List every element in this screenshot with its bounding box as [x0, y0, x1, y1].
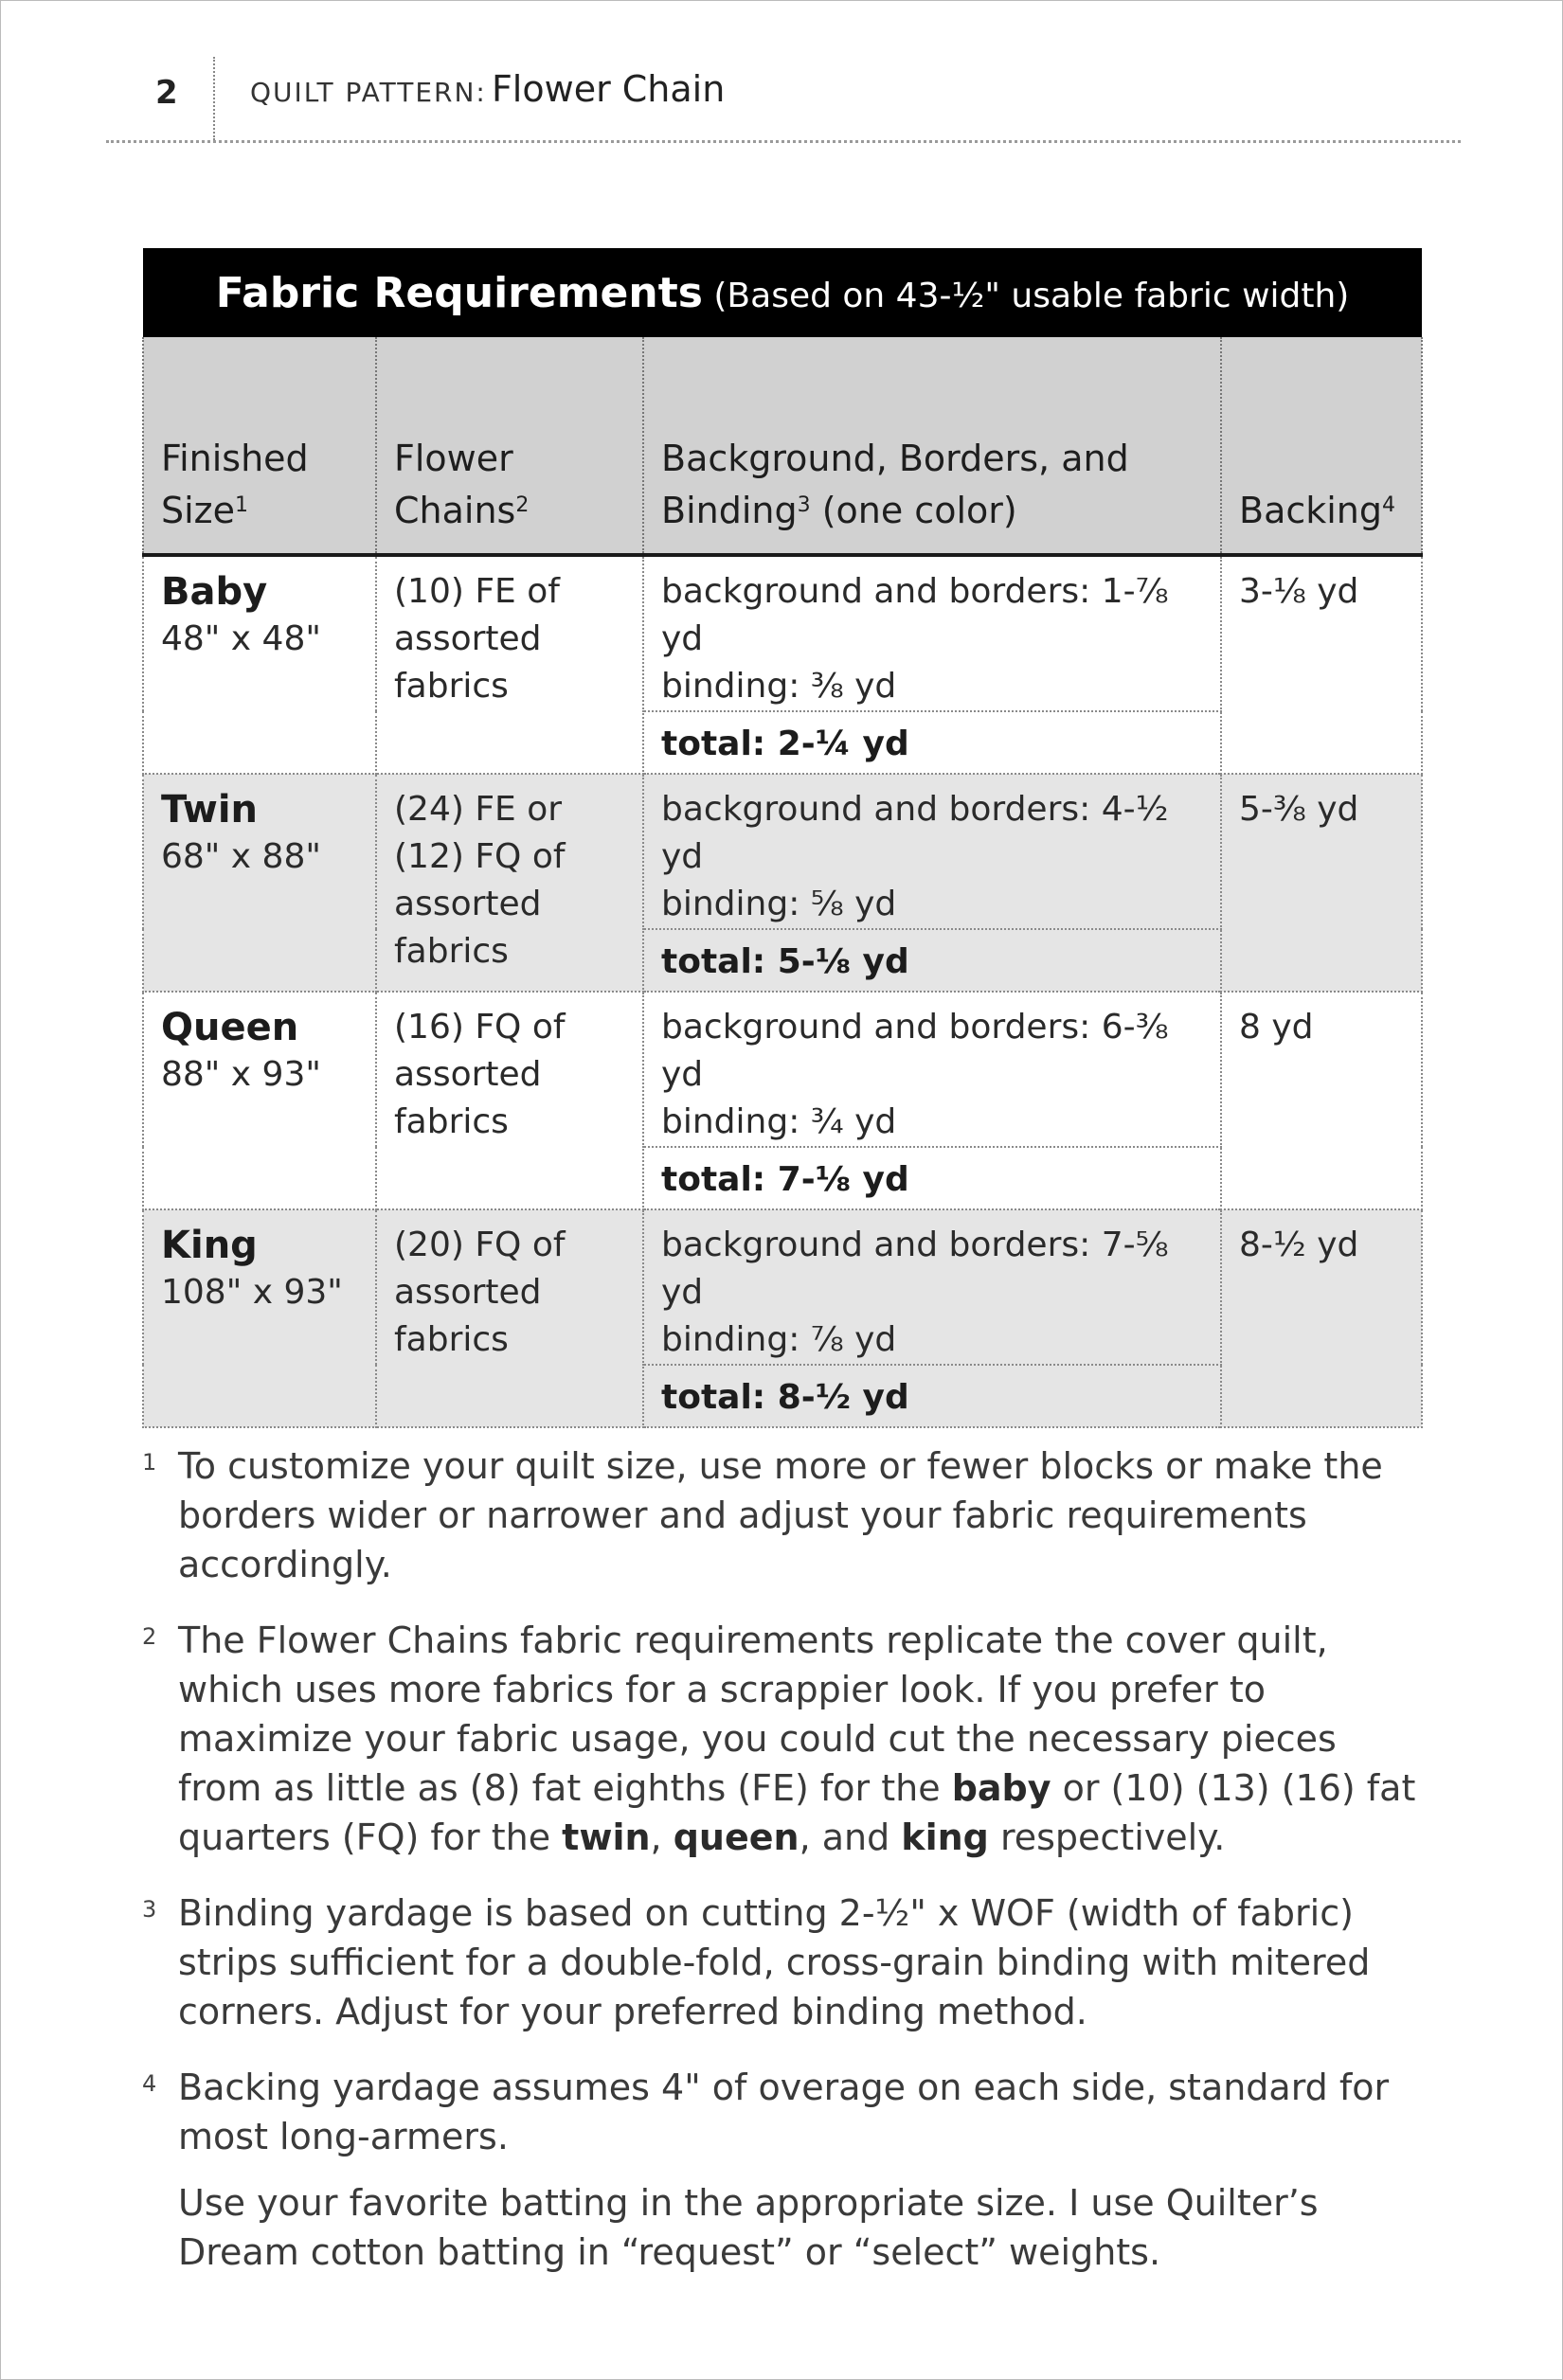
footnotes [142, 1441, 1430, 2303]
footnote-1 [142, 1441, 1430, 1589]
footnote-mark: 4 [142, 2070, 157, 2097]
footnote-ref: 2 [515, 493, 530, 517]
background-borders: background and borders: 7-⅝ yd [661, 1226, 1169, 1312]
footnote-4 [142, 2063, 1430, 2161]
footnote-text: To customize your quilt size, use more or fewer blocks or make the borders wider or narrower and adjust your fabric requirements accordingly. [178, 1445, 1383, 1585]
chains-line: fabrics [394, 932, 509, 971]
header-rule [106, 140, 1461, 143]
table-row-queen [143, 992, 1422, 1147]
size-ref-twin: twin [562, 1816, 651, 1858]
chains-line: (12) FQ of [394, 837, 566, 876]
size-ref-baby: baby [951, 1767, 1051, 1809]
size-dims: 88" x 93" [161, 1055, 321, 1094]
chains-line: (10) FE of [394, 572, 560, 611]
footnote-mark: 2 [142, 1623, 157, 1650]
total-cell: total: 7-⅛ yd [643, 1147, 1221, 1209]
header-divider [213, 57, 215, 140]
chains-cell [376, 774, 643, 992]
footnote-text: , and [799, 1816, 902, 1858]
size-ref-king: king [901, 1816, 989, 1858]
backing-cell: 8 yd [1221, 992, 1422, 1209]
col-header-background [643, 337, 1221, 555]
chains-cell [376, 555, 643, 774]
backing-cell: 3-⅛ yd [1221, 555, 1422, 774]
col-header-text: Backing [1239, 490, 1383, 531]
footnote-ref: 4 [1382, 493, 1396, 517]
col-header-text: Flower Chains [394, 438, 516, 531]
chains-line: fabrics [394, 667, 509, 706]
background-cell [643, 555, 1221, 711]
footnote-ref: 3 [797, 493, 811, 517]
total-cell: total: 8-½ yd [643, 1365, 1221, 1427]
size-dims: 108" x 93" [161, 1273, 343, 1312]
table-row-baby [143, 555, 1422, 711]
binding: binding: ⅜ yd [661, 667, 897, 706]
size-name: King [161, 1224, 258, 1267]
total-cell: total: 5-⅛ yd [643, 929, 1221, 992]
footnote-text: Binding yardage is based on cutting 2-½" x WOF (width of fabric) strips sufficient for a double-fold, cross-grain binding with mitered corners. Adjust for your preferred binding method. [178, 1892, 1371, 2032]
chains-line: (20) FQ of [394, 1226, 566, 1264]
size-cell [143, 1209, 376, 1427]
col-header-text: Finished Size [161, 438, 309, 531]
table-title [143, 248, 1422, 337]
background-cell [643, 774, 1221, 929]
table-header-row [143, 337, 1422, 555]
footnote-ref: 1 [235, 493, 249, 517]
size-cell [143, 774, 376, 992]
size-name: Baby [161, 570, 268, 614]
footnote-text: or (10) (13) (16) fat quarters (FQ) for the [178, 1767, 1416, 1858]
binding: binding: ¾ yd [661, 1102, 897, 1141]
header-label: QUILT PATTERN: [250, 77, 487, 108]
backing-cell: 5-⅜ yd [1221, 774, 1422, 992]
footnote-mark: 3 [142, 1896, 157, 1923]
background-borders: background and borders: 6-⅜ yd [661, 1008, 1169, 1094]
chains-line: assorted [394, 885, 542, 923]
chains-line: (24) FE or [394, 790, 563, 829]
chains-line: fabrics [394, 1320, 509, 1359]
footnote-text: , [650, 1816, 674, 1858]
footnote-text: respectively. [988, 1816, 1226, 1858]
col-header-suffix: (one color) [810, 490, 1017, 531]
backing-cell: 8-½ yd [1221, 1209, 1422, 1427]
footnote-2 [142, 1616, 1430, 1862]
batting-note [142, 2178, 1430, 2277]
footnote-3 [142, 1888, 1430, 2036]
binding: binding: ⅞ yd [661, 1320, 897, 1359]
col-header-finished-size [143, 337, 376, 555]
chains-line: fabrics [394, 1102, 509, 1141]
footnote-mark: 1 [142, 1449, 157, 1476]
table-row-twin [143, 774, 1422, 929]
background-cell [643, 1209, 1221, 1365]
footnote-text: The Flower Chains fabric requirements replicate the cover quilt, which uses more fabrics for a scrappier look. If you prefer to maximize your fabric usage, you could cut the necessary pieces from as little as (8) fat eighths (FE) for the [178, 1619, 1337, 1809]
table-title-main: Fabric Requirements [215, 268, 703, 317]
chains-line: (16) FQ of [394, 1008, 566, 1047]
total-cell: total: 2-¼ yd [643, 711, 1221, 774]
chains-line: assorted [394, 619, 542, 658]
chains-cell [376, 992, 643, 1209]
col-header-backing [1221, 337, 1422, 555]
size-dims: 68" x 88" [161, 837, 321, 876]
col-header-text: Background, Borders, and Binding [661, 438, 1129, 531]
size-name: Twin [161, 788, 259, 832]
chains-cell [376, 1209, 643, 1427]
binding: binding: ⅝ yd [661, 885, 897, 923]
batting-text: Use your favorite batting in the appropriate size. I use Quilter’s Dream cotton batting in “request” or “select” weights. [178, 2182, 1319, 2273]
fabric-requirements-table [142, 248, 1423, 1428]
size-cell [143, 555, 376, 774]
background-borders: background and borders: 4-½ yd [661, 790, 1169, 876]
table-title-row [143, 248, 1422, 337]
background-cell [643, 992, 1221, 1147]
col-header-flower-chains [376, 337, 643, 555]
footnote-text: Backing yardage assumes 4" of overage on each side, standard for most long-armers. [178, 2067, 1390, 2157]
table-title-note: (Based on 43-½" usable fabric width) [713, 276, 1350, 315]
page-number: 2 [155, 74, 178, 112]
table-row-king [143, 1209, 1422, 1365]
page-header [106, 57, 1461, 140]
pattern-name: Flower Chain [491, 68, 726, 110]
size-name: Queen [161, 1006, 299, 1049]
size-ref-queen: queen [673, 1816, 799, 1858]
header-title [250, 68, 725, 110]
size-dims: 48" x 48" [161, 619, 321, 658]
chains-line: assorted [394, 1273, 542, 1312]
chains-line: assorted [394, 1055, 542, 1094]
size-cell [143, 992, 376, 1209]
background-borders: background and borders: 1-⅞ yd [661, 572, 1169, 658]
